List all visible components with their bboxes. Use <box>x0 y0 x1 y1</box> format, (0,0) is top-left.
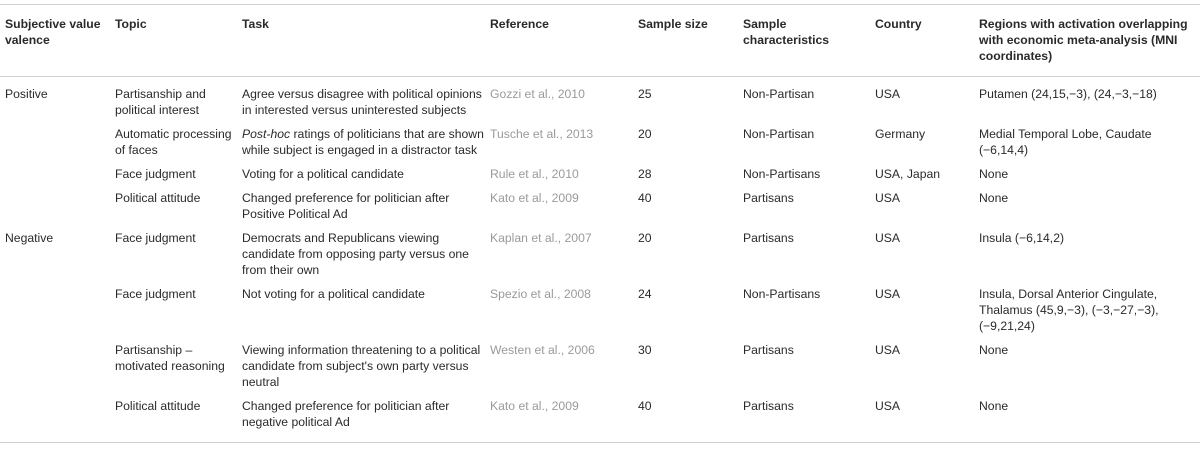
cell-task <box>242 282 490 338</box>
task-italic-text: Post-hoc <box>242 127 291 141</box>
cell-reference: Westen et al., 2006 <box>490 343 595 357</box>
cell-regions: None <box>979 191 1009 205</box>
cell-sample-characteristics: Partisans <box>743 343 794 357</box>
cell-valence <box>0 338 115 394</box>
cell-sample-size: 20 <box>638 231 652 245</box>
cell-topic: Partisanship and political interest <box>115 87 206 117</box>
cell-sample-characteristics: Partisans <box>743 231 794 245</box>
cell-sample-size: 40 <box>638 191 652 205</box>
header-topic: Topic <box>115 5 242 77</box>
cell-sample-characteristics: Non-Partisans <box>743 287 821 301</box>
cell-valence: Positive <box>5 87 48 101</box>
cell-topic: Face judgment <box>115 231 196 245</box>
cell-regions: Medial Temporal Lobe, Caudate (−6,14,4) <box>979 127 1152 157</box>
cell-sample-characteristics: Partisans <box>743 394 875 443</box>
cell-reference: Spezio et al., 2008 <box>490 287 591 301</box>
cell-task <box>242 338 490 394</box>
cell-sample-size: 24 <box>638 287 652 301</box>
cell-country: USA <box>875 191 901 205</box>
header-sample-size: Sample size <box>638 5 743 77</box>
cell-task <box>242 226 490 282</box>
cell-sample-size: 40 <box>638 394 743 443</box>
cell-regions: None <box>979 394 1200 443</box>
cell-regions: Insula, Dorsal Anterior Cingulate, Thalamus (45,9,−3), (−3,−27,−3), (−9,21,24) <box>979 287 1159 333</box>
task-text: Agree versus disagree with political opinions in interested versus uninterested subjects <box>242 87 482 117</box>
task-text: Not voting for a political candidate <box>242 287 425 301</box>
cell-sample-size: 20 <box>638 127 652 141</box>
cell-regions: Putamen (24,15,−3), (24,−3,−18) <box>979 87 1157 101</box>
cell-country: USA <box>875 231 901 245</box>
header-row <box>0 5 1200 77</box>
cell-sample-characteristics: Non-Partisan <box>743 127 815 141</box>
header-regions: Regions with activation overlapping with economic meta-analysis (MNI coordinates) <box>979 5 1200 77</box>
cell-valence <box>0 394 115 443</box>
cell-topic: Face judgment <box>115 287 196 301</box>
table-row <box>0 338 1200 394</box>
cell-topic: Partisanship – motivated reasoning <box>115 343 225 373</box>
cell-reference: Tusche et al., 2013 <box>490 127 594 141</box>
cell-reference: Kaplan et al., 2007 <box>490 231 592 245</box>
cell-sample-characteristics: Non-Partisans <box>743 167 821 181</box>
cell-country: USA <box>875 343 901 357</box>
cell-country: USA, Japan <box>875 167 941 181</box>
header-reference: Reference <box>490 5 638 77</box>
cell-task <box>242 122 490 162</box>
table-row <box>0 186 1200 226</box>
cell-country: USA <box>875 87 901 101</box>
cell-reference: Rule et al., 2010 <box>490 167 579 181</box>
cell-task <box>242 162 490 186</box>
header-sample-characteristics: Sample characteristics <box>743 5 875 77</box>
table-row <box>0 162 1200 186</box>
table-row <box>0 282 1200 338</box>
cell-task <box>242 77 490 123</box>
cell-topic: Automatic processing of faces <box>115 127 232 157</box>
task-text: Changed preference for politician after Positive Political Ad <box>242 191 450 221</box>
cell-topic: Political attitude <box>115 191 201 205</box>
cell-regions: Insula (−6,14,2) <box>979 231 1065 245</box>
table-row <box>0 394 1200 443</box>
table-body <box>0 77 1200 443</box>
cell-topic: Political attitude <box>115 394 242 443</box>
header-valence: Subjective value valence <box>0 5 115 77</box>
task-text: Democrats and Republicans viewing candidate from opposing party versus one from their own <box>242 231 469 277</box>
cell-regions: None <box>979 343 1009 357</box>
cell-reference: Gozzi et al., 2010 <box>490 87 585 101</box>
cell-reference: Kato et al., 2009 <box>490 394 638 443</box>
cell-topic: Face judgment <box>115 167 196 181</box>
task-text: Changed preference for politician after negative political Ad <box>242 399 450 429</box>
table-header <box>0 5 1200 77</box>
cell-task <box>242 394 490 443</box>
data-table <box>0 4 1200 443</box>
table-row <box>0 77 1200 123</box>
cell-valence <box>0 186 115 226</box>
cell-country: USA <box>875 287 901 301</box>
cell-valence <box>0 282 115 338</box>
cell-valence <box>0 122 115 162</box>
cell-valence: Negative <box>5 231 54 245</box>
cell-sample-characteristics: Non-Partisan <box>743 87 815 101</box>
cell-sample-characteristics: Partisans <box>743 191 794 205</box>
task-text: Viewing information threatening to a political candidate from subject's own party versus neutral <box>242 343 481 389</box>
cell-reference: Kato et al., 2009 <box>490 191 579 205</box>
cell-regions: None <box>979 167 1009 181</box>
cell-valence <box>0 162 115 186</box>
cell-sample-size: 25 <box>638 87 652 101</box>
header-task: Task <box>242 5 490 77</box>
cell-country: Germany <box>875 127 926 141</box>
task-text: ratings of politicians that are shown while subject is engaged in a distractor task <box>242 127 484 157</box>
table-row <box>0 226 1200 282</box>
task-text: Voting for a political candidate <box>242 167 404 181</box>
cell-sample-size: 30 <box>638 343 652 357</box>
cell-country: USA <box>875 394 979 443</box>
table-row <box>0 122 1200 162</box>
cell-sample-size: 28 <box>638 167 652 181</box>
header-country: Country <box>875 5 979 77</box>
cell-task <box>242 186 490 226</box>
